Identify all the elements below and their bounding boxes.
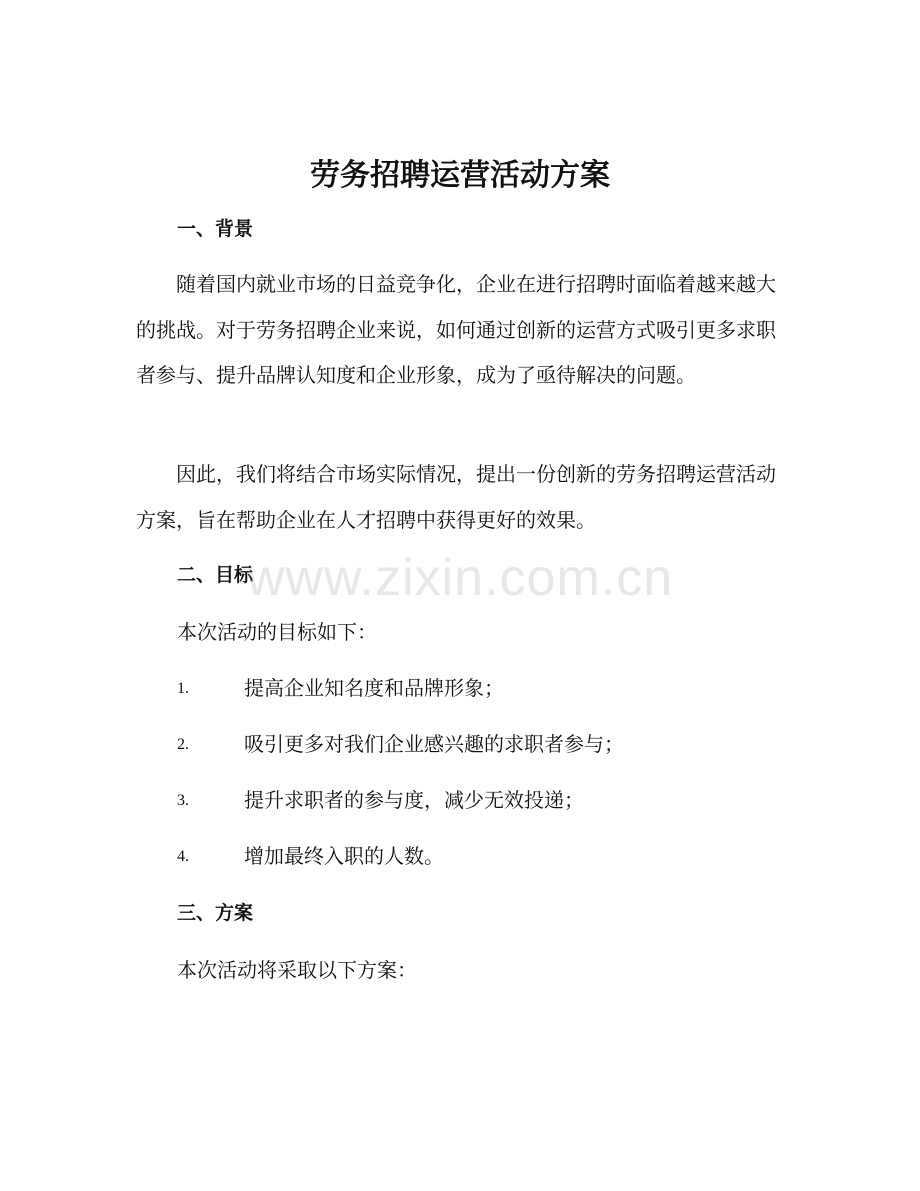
list-text: 吸引更多对我们企业感兴趣的求职者参与；: [244, 732, 624, 756]
background-paragraph-2: 因此，我们将结合市场实际情况，提出一份创新的劳务招聘运营活动方案，旨在帮助企业在人才招聘中获得更好的效果。: [136, 462, 776, 532]
list-number: 3.: [177, 792, 189, 809]
document-title: 劳务招聘运营活动方案: [310, 158, 610, 193]
watermark: www.zixin.com.cn: [246, 549, 674, 607]
section-heading-background: 一、背景: [177, 218, 254, 240]
section-heading-plan: 三、方案: [177, 902, 254, 924]
list-text: 提升求职者的参与度，减少无效投递；: [244, 788, 584, 812]
list-number: 4.: [177, 848, 189, 865]
list-number: 1.: [177, 680, 189, 697]
list-text: 提高企业知名度和品牌形象；: [244, 676, 504, 700]
list-number: 2.: [177, 736, 189, 753]
goals-intro: 本次活动的目标如下：: [177, 620, 377, 644]
section-heading-goals: 二、目标: [177, 564, 254, 586]
background-paragraph-1: 随着国内就业市场的日益竞争化，企业在进行招聘时面临着越来越大的挑战。对于劳务招聘企业来说，如何通过创新的运营方式吸引更多求职者参与、提升品牌认知度和企业形象，成为了亟待解决的问题。: [136, 272, 776, 387]
list-text: 增加最终入职的人数。: [244, 844, 444, 868]
plan-intro: 本次活动将采取以下方案：: [177, 958, 417, 982]
